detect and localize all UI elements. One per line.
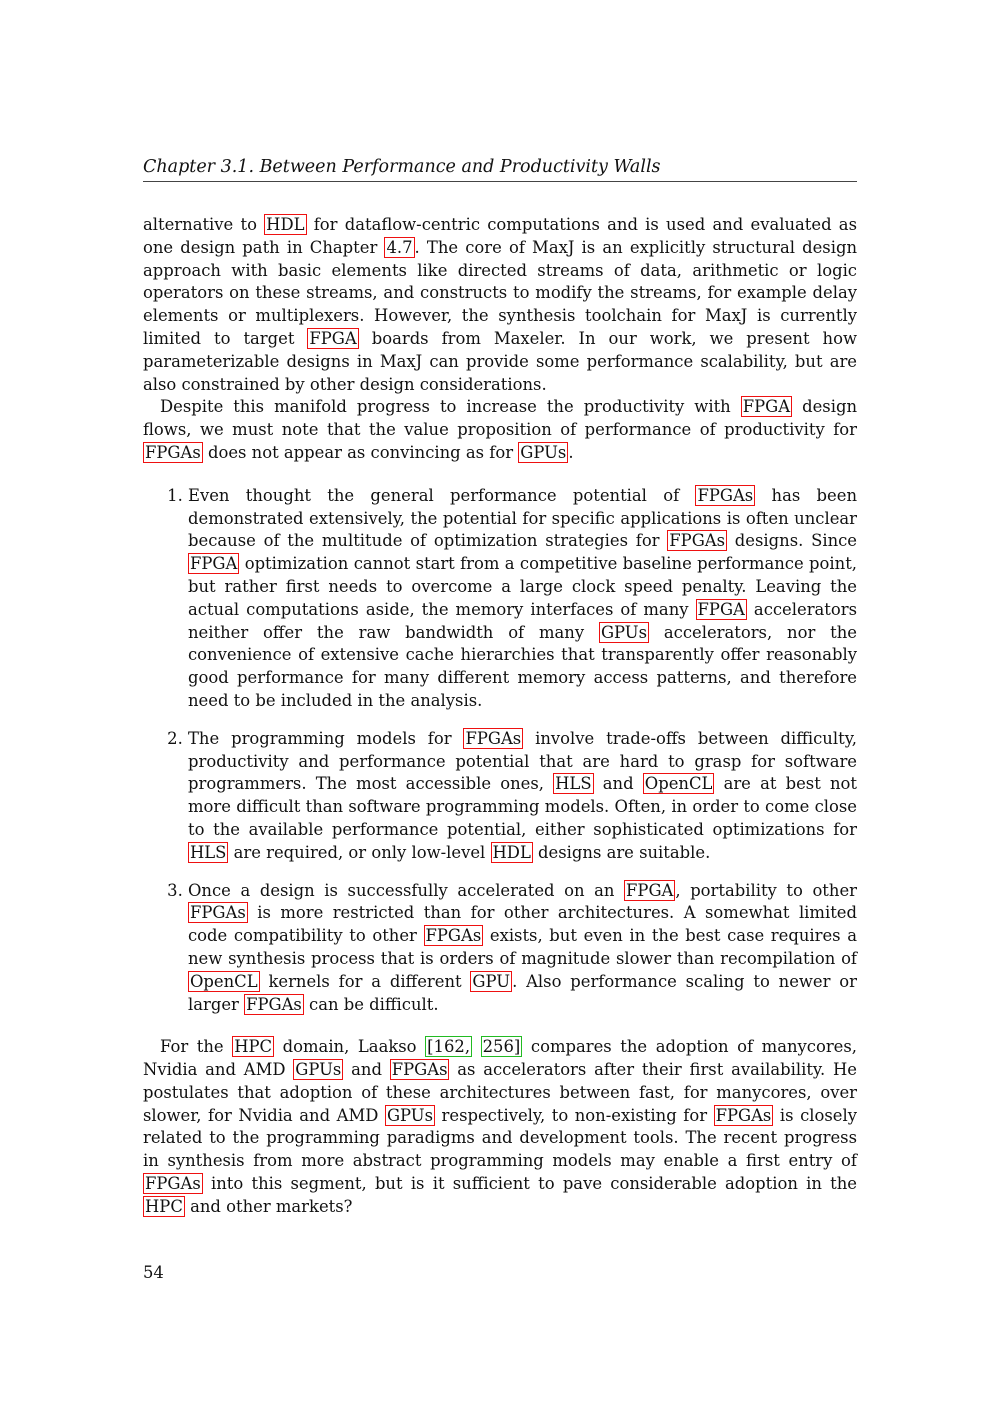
citation-link-256[interactable]: 256] — [482, 1037, 521, 1057]
acronym-link-hls[interactable]: HLS — [555, 774, 592, 794]
paragraph-productivity: Despite this manifold progress to increase the productivity with FPGA design flows, we must note that the value proposition of performance of productivity for FPGAs does not appear as convincing as for GPUs . — [143, 397, 858, 462]
acronym-link-fpga[interactable]: FPGA — [697, 599, 745, 619]
acronym-link-fpga[interactable]: FPGA — [626, 880, 674, 900]
acronym-link-fpgas[interactable]: FPGAs — [190, 903, 246, 923]
acronym-link-fpgas[interactable]: FPGAs — [669, 531, 726, 551]
acronym-link-opencl[interactable]: OpenCL — [644, 774, 713, 794]
acronym-link-fpga[interactable]: FPGA — [190, 554, 238, 574]
acronym-link-hls[interactable]: HLS — [190, 842, 227, 862]
acronym-link-fpga[interactable]: FPGA — [309, 328, 357, 348]
running-header: Chapter 3.1. Between Performance and Productivity Walls — [143, 156, 857, 182]
list-item: 3. Once a design is successfully accelerated on an FPGA , portability to other FPGAs is more restricted than for other architectures. A somewhat limited code compatibility to other FPGAs exists, but even in the best case requires a new synthesis process that is orders of magnitude slower than recompilation of OpenCL kernels for a different GPU . Also performance scaling to newer or larger FPGAs can be difficult. — [188, 880, 857, 1017]
acronym-link-fpgas[interactable]: FPGAs — [246, 994, 302, 1014]
paragraph-hpc: For the HPC domain, Laakso [162, 256] compares the adoption of manycores, Nvidia and AMD GPUs and FPGAs as accelerators after their first availability. He postulates that adoption of these architectures between fast, for manycores, over slower, for Nvidia and AMD GPUs respectively, to non-existing for FPGAs is closely related to the programming paradigms and development tools. The recent progress in synthesis from more abstract programming models may enable a first entry of FPGAs into this segment, but is it sufficient to pave considerable adoption in the HPC and other markets? — [143, 1037, 858, 1216]
acronym-link-fpgas[interactable]: FPGAs — [145, 442, 201, 462]
acronym-link-hpc[interactable]: HPC — [145, 1196, 183, 1216]
acronym-link-fpgas[interactable]: FPGAs — [715, 1105, 772, 1125]
acronym-link-fpgas[interactable]: FPGAs — [465, 728, 522, 748]
enumerated-list — [143, 485, 857, 1017]
acronym-link-gpus[interactable]: GPUs — [295, 1060, 342, 1080]
acronym-link-gpus[interactable]: GPUs — [600, 622, 648, 642]
acronym-link-gpus[interactable]: GPUs — [520, 442, 567, 462]
acronym-link-fpgas[interactable]: FPGAs — [391, 1060, 448, 1080]
acronym-link-hdl[interactable]: HDL — [266, 215, 305, 234]
citation-link-162[interactable]: [162, — [427, 1037, 471, 1057]
acronym-link-hdl[interactable]: HDL — [492, 842, 531, 862]
paragraph-maxj: alternative to HDL for dataflow-centric computations and is used and evaluated as one design path in Chapter 4.7 . The core of MaxJ is an explicitly structural design approach with basic elements like directed streams of data, arithmetic or logic operators on these streams, and constructs to modify the streams, for example delay elements or multiplexers. However, the synthesis toolchain for MaxJ is currently limited to target FPGA boards from Maxeler. In our work, we present how parameterizable designs in MaxJ can provide some performance scalability, but are also constrained by other design considerations. — [143, 215, 858, 394]
list-item: 2. The programming models for FPGAs involve trade-offs between difficulty, productivity and performance potential that are hard to grasp for software programmers. The most accessible ones, HLS and OpenCL are at best not more difficult than software programming models. Often, in order to come close to the available performance potential, either sophisticated optimizations for HLS are required, or only low-level HDL designs are suitable. — [188, 728, 857, 865]
section-link-4-7[interactable]: 4.7 — [386, 237, 413, 257]
acronym-link-gpu[interactable]: GPU — [472, 971, 511, 991]
acronym-link-fpga[interactable]: FPGA — [742, 397, 791, 417]
acronym-link-fpgas[interactable]: FPGAs — [425, 926, 482, 946]
list-item: 1. Even thought the general performance potential of FPGAs has been demonstrated extensively, the potential for specific applications is often unclear because of the multitude of optimization strategies for FPGAs designs. Since FPGA optimization cannot start from a competitive baseline performance point, but rather first needs to overcome a large clock speed penalty. Leaving the actual computations aside, the memory interfaces of many FPGA accelerators neither offer the raw bandwidth of many GPUs accelerators, nor the convenience of extensive cache hierarchies that transparently offer reasonably good performance for many different memory access patterns, and therefore need to be included in the analysis. — [188, 485, 857, 713]
acronym-link-hpc[interactable]: HPC — [234, 1037, 273, 1057]
body-text — [143, 214, 857, 1219]
acronym-link-fpgas[interactable]: FPGAs — [145, 1174, 201, 1194]
page-number: 54 — [143, 1263, 164, 1282]
acronym-link-fpgas[interactable]: FPGAs — [697, 485, 754, 505]
acronym-link-gpus[interactable]: GPUs — [386, 1105, 433, 1125]
acronym-link-opencl[interactable]: OpenCL — [190, 971, 258, 991]
